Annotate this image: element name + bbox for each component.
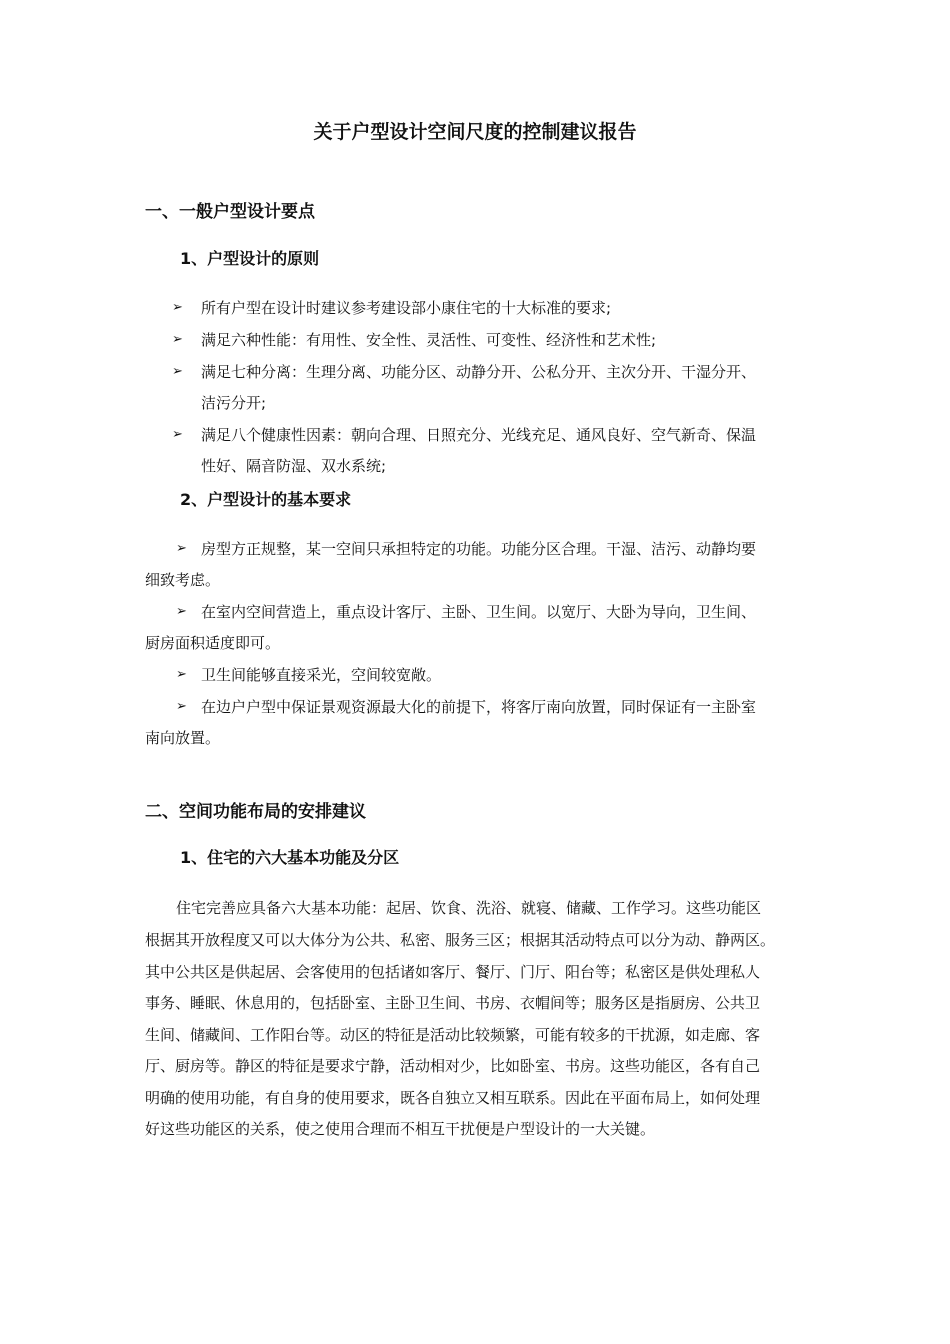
principle-item-3-continued: 洁污分开; — [201, 394, 267, 412]
bullet-icon: ➢ — [176, 667, 187, 682]
section-2-1-heading: 1、住宅的六大基本功能及分区 — [180, 848, 400, 867]
requirement-item-3: 卫生间能够直接采光，空间较宽敞。 — [201, 666, 442, 684]
principle-item-2: 满足六种性能：有用性、安全性、灵活性、可变性、经济性和艺术性; — [201, 331, 657, 349]
bullet-icon: ➢ — [176, 699, 187, 714]
principle-item-4-continued: 性好、隔音防湿、双水系统; — [201, 457, 387, 475]
paragraph-line-8: 好这些功能区的关系，使之使用合理而不相互干扰便是户型设计的一大关键。 — [145, 1120, 656, 1138]
bullet-icon: ➢ — [172, 364, 183, 379]
paragraph-line-4: 事务、睡眠、休息用的，包括卧室、主卧卫生间、书房、衣帽间等；服务区是指厨房、公共卫 — [145, 994, 761, 1012]
principle-item-4: 满足八个健康性因素：朝向合理、日照充分、光线充足、通风良好、空气新奇、保温 — [201, 426, 757, 444]
requirement-item-1: 房型方正规整，某一空间只承担特定的功能。功能分区合理。干湿、洁污、动静均要 — [201, 540, 757, 558]
paragraph-line-1: 住宅完善应具备六大基本功能：起居、饮食、洗浴、就寝、储藏、工作学习。这些功能区 — [176, 899, 762, 917]
requirement-item-1-continued: 细致考虑。 — [145, 571, 221, 589]
principle-item-3: 满足七种分离：生理分离、功能分区、动静分开、公私分开、主次分开、干湿分开、 — [201, 363, 757, 381]
requirement-item-2: 在室内空间营造上，重点设计客厅、主卧、卫生间。以宽厅、大卧为导向，卫生间、 — [201, 603, 757, 621]
bullet-icon: ➢ — [172, 427, 183, 442]
paragraph-line-6: 厅、厨房等。静区的特征是要求宁静，活动相对少，比如卧室、书房。这些功能区，各有自己 — [145, 1057, 761, 1075]
principle-item-1: 所有户型在设计时建议参考建设部小康住宅的十大标准的要求; — [201, 299, 612, 317]
bullet-icon: ➢ — [172, 300, 183, 315]
section-2-heading: 二、空间功能布局的安排建议 — [145, 802, 366, 822]
paragraph-line-5: 生间、储藏间、工作阳台等。动区的特征是活动比较频繁，可能有较多的干扰源，如走廊、客 — [145, 1026, 761, 1044]
bullet-icon: ➢ — [176, 541, 187, 556]
bullet-icon: ➢ — [176, 604, 187, 619]
paragraph-line-3: 其中公共区是供起居、会客使用的包括诸如客厅、餐厅、门厅、阳台等；私密区是供处理私人 — [145, 963, 761, 981]
section-1-heading: 一、一般户型设计要点 — [145, 202, 315, 222]
bullet-icon: ➢ — [172, 332, 183, 347]
section-1-2-heading: 2、户型设计的基本要求 — [180, 490, 352, 509]
paragraph-line-7: 明确的使用功能，有自身的使用要求，既各自独立又相互联系。因此在平面布局上，如何处理 — [145, 1089, 761, 1107]
requirement-item-4: 在边户户型中保证景观资源最大化的前提下，将客厅南向放置，同时保证有一主卧室 — [201, 698, 757, 716]
document-title: 关于户型设计空间尺度的控制建议报告 — [313, 121, 637, 143]
section-1-1-heading: 1、户型设计的原则 — [180, 249, 320, 268]
requirement-item-2-continued: 厨房面积适度即可。 — [145, 634, 281, 652]
requirement-item-4-continued: 南向放置。 — [145, 729, 221, 747]
paragraph-line-2: 根据其开放程度又可以大体分为公共、私密、服务三区；根据其活动特点可以分为动、静两区。 — [145, 931, 776, 949]
